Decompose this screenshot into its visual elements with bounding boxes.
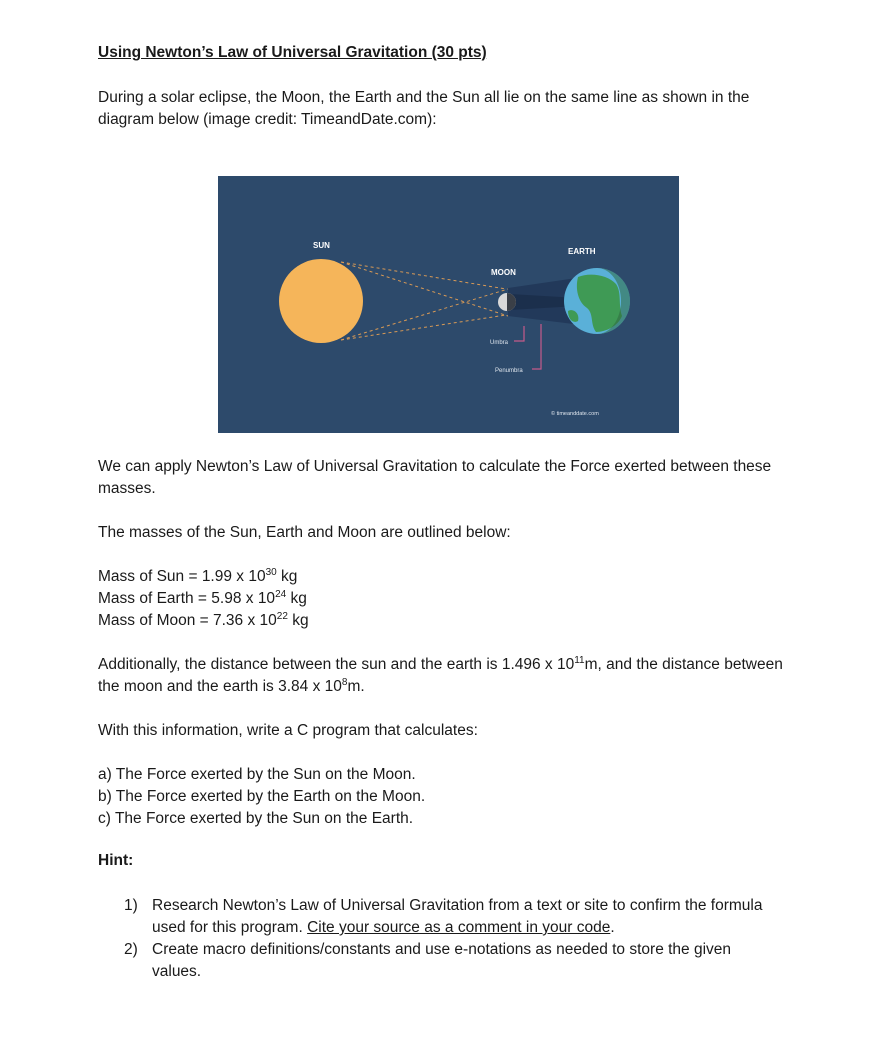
penumbra-label: Penumbra (495, 368, 523, 374)
intro-paragraph: During a solar eclipse, the Moon, the Earth and the Sun all lie on the same line as shown in the diagram below (image credit: TimeandDate.com): (98, 89, 750, 128)
task-item: c) The Force exerted by the Sun on the Earth. (98, 810, 414, 827)
solar-eclipse-diagram (218, 176, 679, 433)
page-title: Using Newton’s Law of Universal Gravitation (30 pts) (98, 44, 487, 61)
earth-label: EARTH (568, 247, 596, 256)
task-list (98, 764, 425, 830)
hint-item: 2) Create macro definitions/constants and use e-notations as needed to store the given values. (124, 941, 732, 980)
task-intro: With this information, write a C program that calculates: (98, 722, 478, 739)
apply-paragraph: We can apply Newton’s Law of Universal Gravitation to calculate the Force exerted between these masses. (98, 458, 772, 497)
sun-label: SUN (313, 241, 330, 250)
hint-item: 1) Research Newton’s Law of Universal Gravitation from a text or site to confirm the formula used for this program. Cite your source as a comment in your code. (124, 897, 763, 936)
hint-heading: Hint: (98, 852, 134, 869)
image-credit: © timeanddate.com (551, 411, 599, 417)
masses-list (98, 566, 309, 632)
mass-sun: Mass of Sun = 1.99 x $10^{30}$ kg (98, 567, 298, 585)
mass-earth: Mass of Earth = 5.98 x $10^{24}$ kg (98, 589, 307, 607)
mass-moon: Mass of Moon = 7.36 x $10^{22}$ kg (98, 611, 309, 629)
task-item: a) The Force exerted by the Sun on the Moon. (98, 766, 416, 783)
task-item: b) The Force exerted by the Earth on the Moon. (98, 788, 426, 805)
masses-intro: The masses of the Sun, Earth and Moon are outlined below: (98, 524, 511, 541)
distance-paragraph: Additionally, the distance between the sun and the earth is 1.496 x $10^{11}m$, and the distance between the moon and the earth is 3.84 x $10^8m$. (98, 655, 783, 695)
moon-label: MOON (491, 268, 516, 277)
cite-source-note: Cite your source as a comment in your code (307, 919, 611, 936)
umbra-label: Umbra (490, 340, 509, 346)
sun (279, 259, 363, 343)
hint-list (124, 895, 784, 983)
